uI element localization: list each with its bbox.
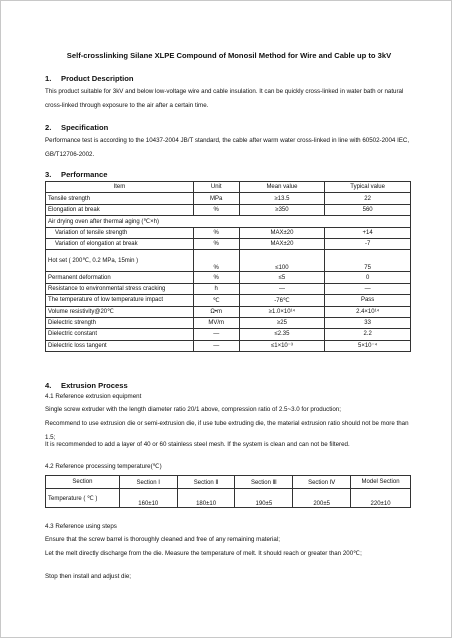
row-unit: %	[193, 272, 239, 283]
row-item: Variation of elongation at break	[46, 238, 194, 249]
section-2-body: Performance test is according to the 10437-2004 JB/T standard, the cable after warm water cross-linked in line with 60502-2004 IEC, GB/T12706-2002.	[45, 137, 410, 158]
paragraph-extruder: Single screw extruder with the length diameter ratio 20/1 above, compression ratio of 2.5~3.0 for production;	[45, 406, 341, 413]
row-mean: ≤100	[239, 250, 325, 272]
row-unit: %	[193, 227, 239, 238]
row-item: Tensile strength	[46, 193, 194, 204]
table-row	[46, 295, 411, 306]
header-typical-value: Typical value	[325, 182, 411, 193]
table-row	[46, 283, 411, 294]
section-2-heading	[45, 123, 108, 132]
section-1-title: Product Description	[61, 74, 134, 83]
row-typical: 33	[325, 317, 411, 328]
section-1-heading	[45, 74, 134, 83]
row-unit: %	[193, 204, 239, 215]
row-item: Permanent deformation	[46, 272, 194, 283]
section-1-body: This product suitable for 3kV and below low-voltage wire and cable insulation. It can be quickly cross-linked in water bath or natural cross-linked through exposure to the air after a certain time.	[45, 88, 404, 109]
header-unit: Unit	[193, 182, 239, 193]
subsection-4-2-heading: 4.2 Reference processing temperature(℃)	[45, 463, 162, 470]
row-typical: 75	[325, 250, 411, 272]
row-mean: ≤2.35	[239, 329, 325, 340]
temperature-value-section-2: 180±10	[177, 489, 235, 508]
header-section-3: Section Ⅲ	[235, 476, 293, 489]
row-unit: MV/m	[193, 317, 239, 328]
row-unit: %	[193, 238, 239, 249]
section-2-title: Specification	[61, 123, 109, 132]
performance-table	[45, 181, 411, 352]
row-unit: ℃	[193, 295, 239, 306]
step-clean-barrel: Ensure that the screw barrel is thoroughly cleaned and free of any remaining material;	[45, 536, 280, 543]
row-typical: 560	[325, 204, 411, 215]
header-mean-value: Mean value	[239, 182, 325, 193]
row-item: Dielectric constant	[46, 329, 194, 340]
table-row	[46, 340, 411, 351]
header-item: Item	[46, 182, 194, 193]
temperature-table	[45, 475, 411, 508]
temperature-value-section-4: 200±5	[293, 489, 351, 508]
row-mean: ≥350	[239, 204, 325, 215]
table-row	[46, 306, 411, 317]
row-unit: %	[193, 250, 239, 272]
header-section-1: Section Ⅰ	[119, 476, 177, 489]
row-mean: MAX±20	[239, 238, 325, 249]
header-section-2: Section Ⅱ	[177, 476, 235, 489]
header-section-4: Section Ⅳ	[293, 476, 351, 489]
row-unit: h	[193, 283, 239, 294]
temperature-value-section-3: 190±5	[235, 489, 293, 508]
section-2-number: 2.	[45, 123, 52, 132]
row-mean: —	[239, 283, 325, 294]
row-mean: MAX±20	[239, 227, 325, 238]
header-section: Section	[46, 476, 120, 489]
row-mean: ≥25	[239, 317, 325, 328]
table-row	[46, 272, 411, 283]
table-row	[46, 250, 411, 272]
row-item: Variation of tensile strength	[46, 227, 194, 238]
row-mean: ≥13.5	[239, 193, 325, 204]
row-typical: 5×10⁻⁴	[325, 340, 411, 351]
row-typical: 2.2	[325, 329, 411, 340]
row-typical: 22	[325, 193, 411, 204]
section-4-heading	[45, 381, 128, 390]
section-3-title: Performance	[61, 170, 108, 179]
document-title: Self-crosslinking Silane XLPE Compound of Monosil Method for Wire and Cable up to 3kV	[66, 51, 392, 60]
row-unit: —	[193, 340, 239, 351]
row-unit: —	[193, 329, 239, 340]
table-row	[46, 238, 411, 249]
table-header-row	[46, 476, 411, 489]
row-mean: ≤5	[239, 272, 325, 283]
row-typical: —	[325, 283, 411, 294]
paragraph-steel-mesh: It is recommended to add a layer of 40 or 60 stainless steel mesh. If the system is clean and can not be filtered.	[45, 441, 350, 448]
row-typical: Pass	[325, 295, 411, 306]
table-row	[46, 193, 411, 204]
table-row	[46, 227, 411, 238]
step-install-die: Stop then install and adjust die;	[45, 573, 131, 580]
row-mean: -76℃	[239, 295, 325, 306]
row-item: Dielectric strength	[46, 317, 194, 328]
row-unit: Ω•m	[193, 306, 239, 317]
paragraph-extrusion-die: Recommend to use extrusion die or semi-extrusion die, if use tube extruding die, the material extrusion ratio should not be more than 1.5;	[45, 420, 409, 441]
row-item: Air drying oven after thermal aging (℃×h)	[46, 216, 411, 227]
row-mean: ≤1×10⁻³	[239, 340, 325, 351]
subsection-4-3-heading: 4.3 Reference using steps	[45, 523, 117, 530]
row-typical: +14	[325, 227, 411, 238]
row-item: The temperature of low temperature impact	[46, 295, 194, 306]
row-unit: MPa	[193, 193, 239, 204]
header-model-section: Model Section	[351, 476, 411, 489]
table-row	[46, 317, 411, 328]
row-typical: -7	[325, 238, 411, 249]
row-typical: 0	[325, 272, 411, 283]
subsection-4-1-heading: 4.1 Reference extrusion equipment	[45, 393, 142, 400]
row-typical: 2.4×10¹⁴	[325, 306, 411, 317]
table-row	[46, 216, 411, 227]
temperature-value-section-1: 160±10	[119, 489, 177, 508]
table-row	[46, 329, 411, 340]
section-3-number: 3.	[45, 170, 52, 179]
table-row	[46, 204, 411, 215]
row-item: Volume resistivity@20℃	[46, 306, 194, 317]
section-1-number: 1.	[45, 74, 52, 83]
row-item: Resistance to environmental stress cracking	[46, 283, 194, 294]
temperature-row-label: Temperature ( ℃ )	[46, 489, 120, 508]
row-mean: ≥1.0×10¹⁴	[239, 306, 325, 317]
row-item: Hot set ( 200℃, 0.2 MPa, 15min )	[46, 250, 194, 272]
section-3-heading	[45, 170, 107, 179]
row-item: Dielectric loss tangent	[46, 340, 194, 351]
table-header-row	[46, 182, 411, 193]
section-4-number: 4.	[45, 381, 52, 390]
temperature-value-model-section: 220±10	[351, 489, 411, 508]
table-row	[46, 489, 411, 508]
step-melt-discharge: Let the melt directly discharge from the die. Measure the temperature of melt. It should reach or greater than 200℃;	[45, 550, 362, 557]
row-item: Elongation at break	[46, 204, 194, 215]
section-4-title: Extrusion Process	[61, 381, 128, 390]
